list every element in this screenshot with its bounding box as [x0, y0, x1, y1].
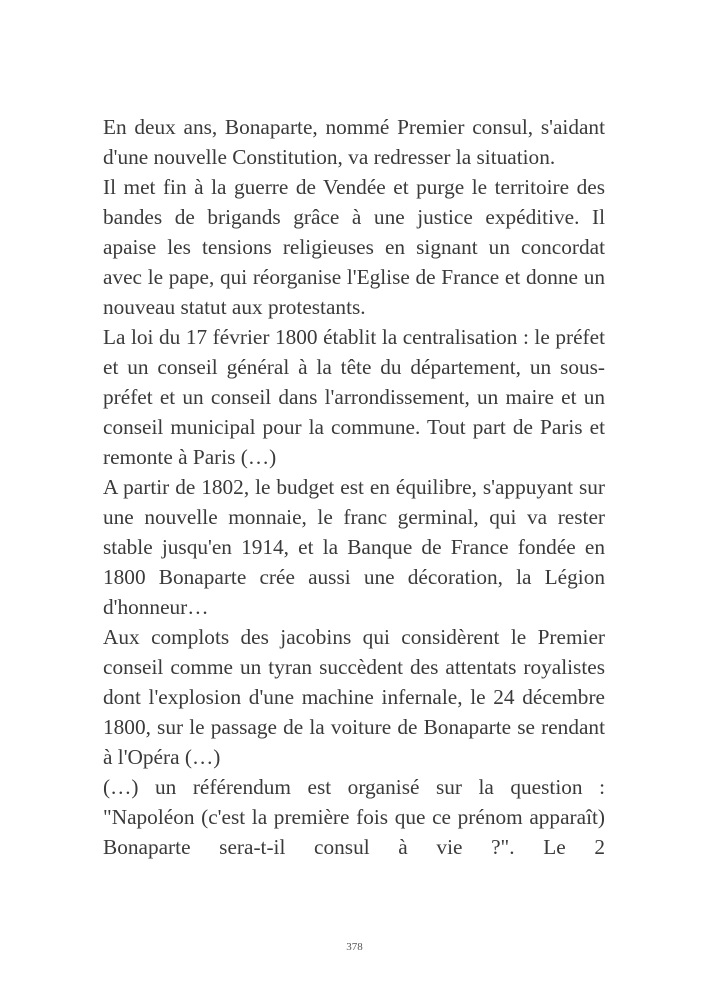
page-number: 378: [346, 941, 363, 953]
paragraph-budget: A partir de 1802, le budget est en équilibre, s'appuyant sur une nouvelle monnaie, le franc germinal, qui va rester stable jusqu'en 1914, et la Banque de France fondée en 1800 Bonaparte crée aussi une décoration, la Légion d'honneur…: [103, 475, 605, 619]
paragraph-complots: Aux complots des jacobins qui considèrent le Premier conseil comme un tyran succèdent des attentats royalistes dont l'explosion d'une machine infernale, le 24 décembre 1800, sur le passage de la voiture de Bonaparte se rendant à l'Opéra (…): [103, 625, 605, 769]
paragraph-referendum: (…) un référendum est organisé sur la question : "Napoléon (c'est la première fois que ce prénom apparaît) Bonaparte sera-t-il consul à vie ?". Le 2: [103, 775, 605, 859]
paragraph-centralisation: La loi du 17 février 1800 établit la centralisation : le préfet et un conseil général à la tête du département, un sous-préfet et un conseil dans l'arrondissement, un maire et un conseil municipal pour la commune. Tout part de Paris et remonte à Paris (…): [103, 325, 605, 469]
paragraph-consulate: En deux ans, Bonaparte, nommé Premier consul, s'aidant d'une nouvelle Constitution, va redresser la situation.: [103, 115, 605, 169]
paragraph-vendee-concordat: Il met fin à la guerre de Vendée et purge le territoire des bandes de brigands grâce à une justice expéditive. Il apaise les tensions religieuses en signant un concordat avec le pape, qui réorganise l'Eglise de France et donne un nouveau statut aux protestants.: [103, 175, 605, 319]
body-text: [103, 112, 605, 862]
